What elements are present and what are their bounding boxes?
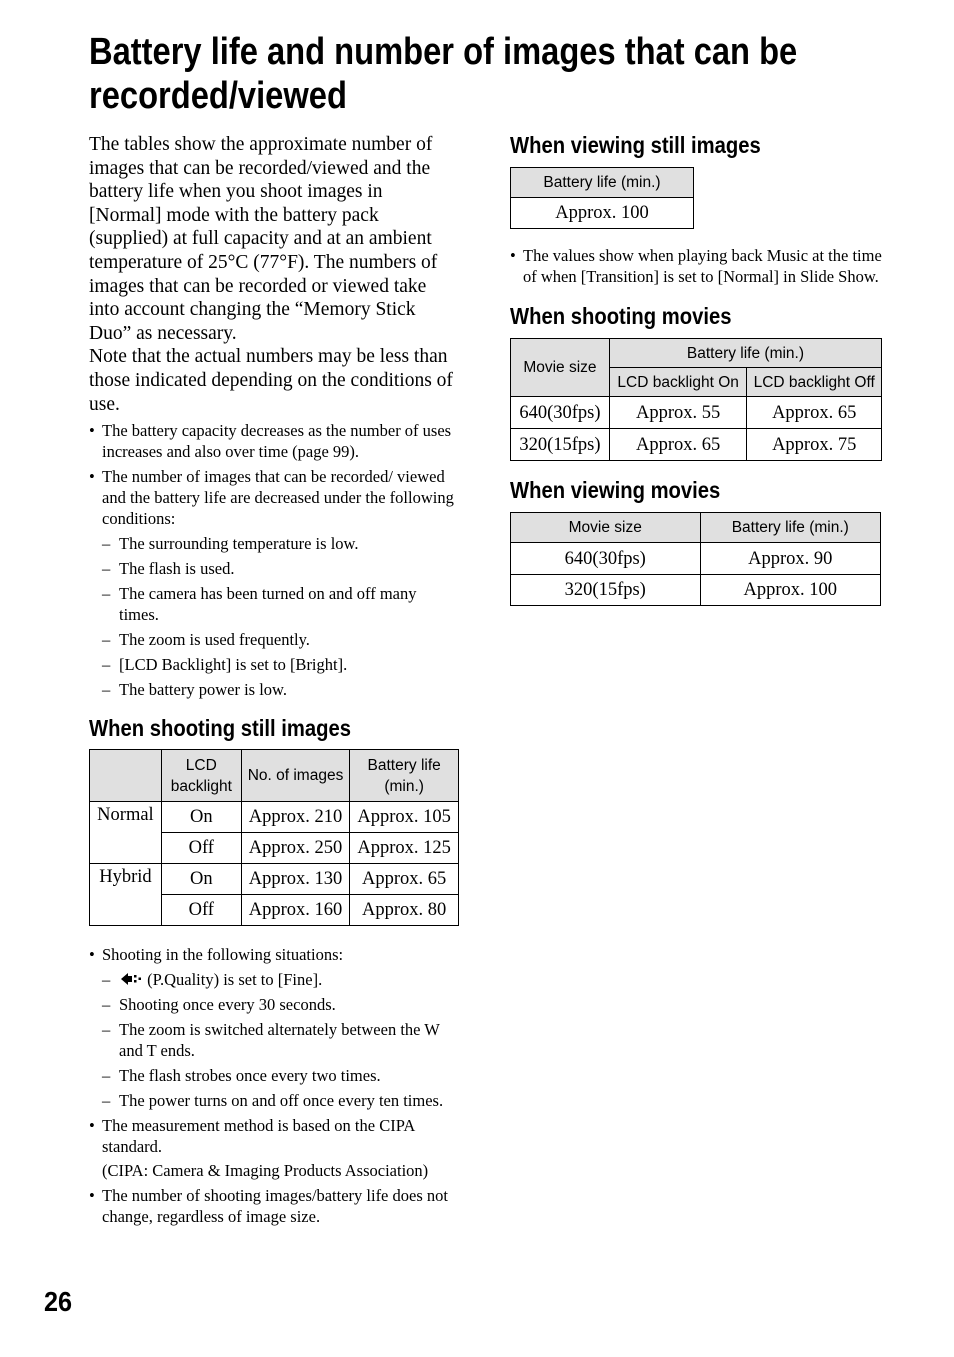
lcd-off-cell: Approx. 65 bbox=[747, 397, 882, 429]
intro-paragraph bbox=[89, 133, 459, 416]
size-cell: 320(15fps) bbox=[511, 429, 610, 461]
movie-viewing-table bbox=[510, 512, 881, 606]
lcd-off-cell: Approx. 75 bbox=[747, 429, 882, 461]
section-heading-movie-shooting: When shooting movies bbox=[510, 303, 732, 329]
table-row bbox=[511, 543, 881, 575]
battery-cell: Approx. 125 bbox=[350, 833, 459, 864]
sub-item: – The camera has been turned on and off many times. bbox=[89, 583, 459, 625]
sub-item: – The zoom is switched alternately between the W and T ends. bbox=[89, 1019, 459, 1061]
cipa-note: (CIPA: Camera & Imaging Products Association) bbox=[102, 1161, 429, 1181]
battery-cell: Approx. 100 bbox=[511, 198, 694, 229]
section-heading-still-viewing: When viewing still images bbox=[510, 132, 761, 158]
list-item bbox=[89, 466, 459, 700]
header-battery-life: Battery life (min.) bbox=[511, 168, 694, 198]
section-heading-still-shooting: When shooting still images bbox=[89, 715, 352, 742]
battery-cell: Approx. 80 bbox=[350, 895, 459, 926]
mode-cell: Normal bbox=[90, 802, 162, 864]
sub-item: – The battery power is low. bbox=[89, 679, 459, 700]
header-battery-life: Battery life (min.) bbox=[609, 339, 881, 368]
still-shooting-table bbox=[89, 749, 459, 926]
list-item bbox=[510, 245, 882, 287]
table-row bbox=[90, 864, 459, 895]
movie-shooting-table bbox=[510, 338, 882, 461]
sub-list bbox=[102, 533, 459, 700]
bullet-text: The number of images that can be recorded/ viewed and the battery life are decreased under the following conditions: bbox=[102, 467, 454, 529]
table-row bbox=[511, 397, 882, 429]
bullet-text: The number of shooting images/battery life does not change, regardless of image size. bbox=[102, 1186, 448, 1227]
sub-list bbox=[102, 969, 459, 1111]
intro-text: The tables show the approximate number of images that can be recorded/viewed and the battery life when you shoot images in [Normal] mode with the battery pack (supplied) at full capacity and at an ambient temperature of 25°C (77°F). The numbers of images that can be recorded or viewed take into account changing the “Memory Stick Duo” as necessary. bbox=[89, 134, 438, 344]
bullet-text: The values show when playing back Music at the time of when [Transition] is set to [Normal] in Slide Show. bbox=[523, 246, 882, 286]
conditions-list bbox=[89, 420, 459, 700]
header-lcd-backlight: LCD backlight bbox=[161, 750, 241, 802]
table-row bbox=[90, 802, 459, 833]
images-cell: Approx. 250 bbox=[241, 833, 350, 864]
images-cell: Approx. 160 bbox=[241, 895, 350, 926]
measurement-notes-list bbox=[89, 944, 459, 1227]
viewing-note-list bbox=[510, 245, 882, 287]
sub-item: – The flash is used. bbox=[89, 558, 459, 579]
intro-note: Note that the actual numbers may be less than those indicated depending on the conditions of use. bbox=[89, 346, 453, 415]
sub-item: – The flash strobes once every two times. bbox=[89, 1065, 459, 1086]
list-item bbox=[89, 420, 459, 462]
table-row bbox=[511, 575, 881, 606]
page-number: 26 bbox=[44, 1286, 73, 1317]
list-item bbox=[89, 1185, 459, 1227]
header-no-of-images: No. of images bbox=[241, 750, 350, 802]
picture-quality-icon bbox=[119, 971, 143, 987]
header-lcd-off: LCD backlight Off bbox=[747, 368, 882, 397]
list-item bbox=[89, 1115, 459, 1181]
header-battery-life: Battery life (min.) bbox=[350, 750, 459, 802]
header-movie-size: Movie size bbox=[511, 339, 610, 397]
size-cell: 640(30fps) bbox=[511, 397, 610, 429]
size-cell: 640(30fps) bbox=[511, 543, 701, 575]
size-cell: 320(15fps) bbox=[511, 575, 701, 606]
sub-item: – The surrounding temperature is low. bbox=[89, 533, 459, 554]
section-heading-movie-viewing: When viewing movies bbox=[510, 477, 721, 503]
sub-item: – The power turns on and off once every ten times. bbox=[89, 1090, 459, 1111]
right-column bbox=[510, 131, 882, 606]
images-cell: Approx. 210 bbox=[241, 802, 350, 833]
still-viewing-table bbox=[510, 167, 694, 229]
lcd-on-cell: Approx. 65 bbox=[609, 429, 747, 461]
lcd-on-cell: Approx. 55 bbox=[609, 397, 747, 429]
list-item bbox=[89, 944, 459, 1111]
images-cell: Approx. 130 bbox=[241, 864, 350, 895]
bullet-text: Shooting in the following situations: bbox=[102, 945, 344, 965]
sub-item: – The zoom is used frequently. bbox=[89, 629, 459, 650]
battery-cell: Approx. 90 bbox=[700, 543, 880, 575]
bullet-text: The battery capacity decreases as the number of uses increases and also over time (page 99). bbox=[102, 421, 452, 462]
lcd-cell: On bbox=[161, 864, 241, 895]
battery-cell: Approx. 105 bbox=[350, 802, 459, 833]
mode-cell: Hybrid bbox=[90, 864, 162, 926]
page-title: Battery life and number of images that can be recorded/viewed bbox=[89, 31, 798, 117]
sub-item-text: (P.Quality) is set to [Fine]. bbox=[147, 970, 323, 990]
blank-header-cell bbox=[90, 750, 162, 802]
header-lcd-on: LCD backlight On bbox=[609, 368, 747, 397]
battery-cell: Approx. 65 bbox=[350, 864, 459, 895]
table-row bbox=[511, 429, 882, 461]
header-battery-life: Battery life (min.) bbox=[700, 513, 880, 543]
sub-item bbox=[89, 969, 459, 990]
sub-item: – [LCD Backlight] is set to [Bright]. bbox=[89, 654, 459, 675]
lcd-cell: Off bbox=[161, 895, 241, 926]
bullet-text: The measurement method is based on the CIPA standard. bbox=[102, 1116, 415, 1157]
left-column bbox=[89, 133, 459, 1231]
header-movie-size: Movie size bbox=[511, 513, 701, 543]
lcd-cell: Off bbox=[161, 833, 241, 864]
lcd-cell: On bbox=[161, 802, 241, 833]
sub-item: – Shooting once every 30 seconds. bbox=[89, 994, 459, 1015]
battery-cell: Approx. 100 bbox=[700, 575, 880, 606]
